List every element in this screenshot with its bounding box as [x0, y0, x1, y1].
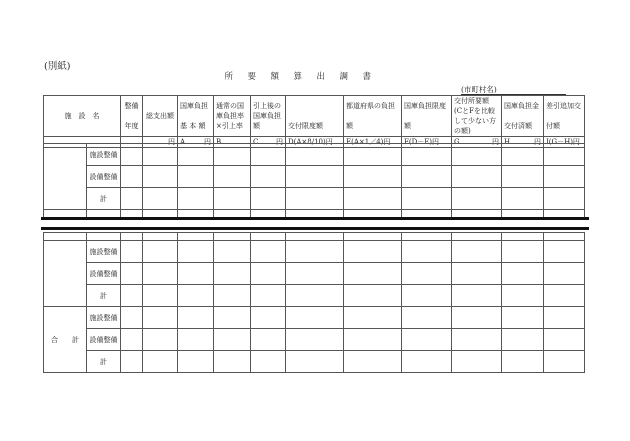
header-raised-kokko: 引上後の 国庫負担 額 [251, 96, 286, 137]
header-kokko-limit: 国庫負担限度 額 [402, 96, 452, 137]
header-grant-required: 交付所要額 (CとFを比較 して少ない方 の額) [452, 96, 502, 137]
header-kokko-paid: 国庫負担金 交付済額 [502, 96, 544, 137]
section-break-bottom [41, 227, 589, 230]
row-label-subtotal: 計 [87, 188, 121, 210]
header-facility: 施 設 名 [44, 96, 121, 137]
table-row [44, 144, 585, 166]
unit-kokko-base: A 円 [178, 137, 214, 148]
table-row [44, 188, 585, 210]
table-row [44, 241, 585, 263]
row-label-equipment: 設備整備 [87, 263, 121, 285]
unit-total-cost: 円 [143, 137, 178, 148]
unit-grant-required: G 円 [452, 137, 502, 148]
unit-kokko-paid: H 円 [502, 137, 544, 148]
unit-raised: C 円 [251, 137, 286, 148]
facility-name-cell[interactable] [44, 241, 87, 307]
header-table [43, 95, 585, 148]
unit-grant-limit: D(A×8/10)円 [286, 137, 344, 148]
unit-pref-burden: E(A×1／4)円 [344, 137, 402, 148]
row-label-subtotal: 計 [87, 285, 121, 307]
header-pref-burden: 都道府県の負担 額 [344, 96, 402, 137]
table-row [44, 285, 585, 307]
facility-name-cell[interactable] [44, 144, 87, 210]
grand-total-label: 合 計 [44, 307, 87, 373]
table-row [44, 166, 585, 188]
facility-section-1 [43, 143, 585, 218]
municipality-label: (市町村名) [461, 85, 497, 94]
header-kokko-base: 国庫負担 基 本 額 [178, 96, 214, 137]
unit-normal-rate: B [214, 137, 251, 148]
row-label-equipment: 設備整備 [87, 166, 121, 188]
unit-kokko-limit: F(D－E)円 [402, 137, 452, 148]
table-row [44, 263, 585, 285]
document-title: 所要額算出調書 [224, 72, 386, 82]
row-label-equipment: 設備整備 [87, 329, 121, 351]
table-row [44, 329, 585, 351]
section-break-top [41, 217, 589, 220]
row-label-facility: 施設整備 [87, 241, 121, 263]
unit-diff-grant: I(G－H)円 [544, 137, 585, 148]
table-row [44, 233, 585, 241]
annex-label: (別紙) [44, 61, 71, 72]
header-year: 整備 年度 [121, 96, 143, 137]
table-row [44, 351, 585, 373]
row-label-facility: 施設整備 [87, 144, 121, 166]
header-grant-limit: 交付限度額 [286, 96, 344, 137]
row-label-facility: 施設整備 [87, 307, 121, 329]
facility-section-2 [43, 232, 585, 373]
header-total-cost: 総支出額 [143, 96, 178, 137]
header-diff-grant: 差引追加交 付額 [544, 96, 585, 137]
row-label-subtotal: 計 [87, 351, 121, 373]
header-normal-rate: 通常の国 庫負担率 ×引上率 [214, 96, 251, 137]
table-row [44, 307, 585, 329]
